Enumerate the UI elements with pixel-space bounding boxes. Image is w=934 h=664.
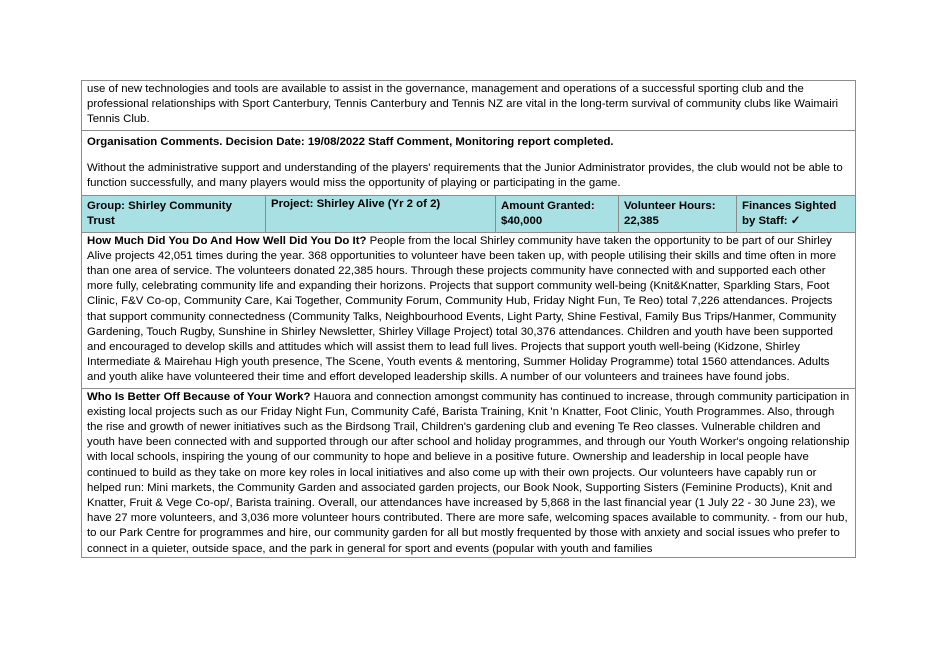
better-off-body: Hauora and connection amongst community has continued to increase, through community participation in existing local projects such as our Friday Night Fun, Community Café, Barista Training, Knit 'n Knatter, Foot Clinic, Youth Programmes. Also, through the rise and growth of newer initiatives such as the Birdsong Trail, Children's gardening club and evening Te Reo classes. Vulnerable children and youth have been connected with and supported through our after school and holiday programmes, and through our Youth Worker's ongoing relationship with local schools, inspiring the young of our community to hope and believe in a positive future. Ownership and leadership in local people have continued to build as they take on more key roles in local initiatives and also come up with their own projects. Our volunteers have capably run or helped run: Mini markets, the Community Garden and associated garden projects, our Book Nook, Supporting Sisters (Feminine Products), Knit and Knatter, Fruit & Vege Co-op/, Barista training. Overall, our attendances have increased by 5,868 in the last financial year (1 July 22 - 30 June 23), we have 27 more volunteers, and 3,036 more volunteer hours contributed. There are more safe, welcoming spaces available to community. - from our hub, to our Park Centre for programmes and hire, our community garden for all but mostly frequented by those with anxiety and social issues who prefer to connect in a quieter, outside space, and the park in general for sport and events (popular with youth and families (87, 390, 850, 555)
how-much-row (82, 232, 856, 388)
intro-text: use of new technologies and tools are available to assist in the governance, management and operations of a successful sporting club and the professional relationships with Sport Canterbury, Tennis Canterbury and Tennis NZ are vital in the long-term survival of community clubs like Waimairi Tennis Club. (87, 83, 839, 126)
amount-cell (496, 196, 619, 232)
better-off-cell (82, 388, 856, 557)
org-comments-cell (82, 130, 856, 196)
finances-label: Finances Sighted by Staff: (742, 200, 837, 228)
amount-label: Amount Granted: $40,000 (501, 200, 595, 228)
org-comments-row (82, 130, 856, 196)
group-label: Group: Shirley Community Trust (87, 200, 232, 228)
checkmark-icon: ✓ (790, 215, 801, 228)
org-comments-heading: Organisation Comments. Decision Date: 19/08/2022 Staff Comment, Monitoring report completed. (87, 135, 614, 148)
better-off-heading: Who Is Better Off Because of Your Work? (87, 390, 311, 403)
how-much-cell (82, 232, 856, 388)
project-label: Project: Shirley Alive (Yr 2 of 2) (271, 198, 441, 211)
grant-report-table (81, 80, 856, 558)
volunteer-hours-cell (619, 196, 737, 232)
group-cell (82, 196, 266, 232)
volunteer-hours-label: Volunteer Hours: 22,385 (624, 200, 716, 228)
project-cell (266, 196, 496, 232)
better-off-row (82, 388, 856, 557)
how-much-paragraph (87, 234, 850, 386)
page-bottom-margin (81, 574, 856, 664)
intro-row (82, 81, 856, 131)
finances-cell (737, 196, 856, 232)
how-much-heading: How Much Did You Do And How Well Did You Do It? (87, 234, 367, 247)
grant-header-row (82, 196, 856, 232)
intro-cell (82, 81, 856, 131)
org-comments-body: Without the administrative support and understanding of the players' requirements that the Junior Administrator provides, the club would not be able to function successfully, and many players would miss the opportunity of playing or participating in the game. (87, 161, 843, 190)
how-much-body: People from the local Shirley community have taken the opportunity to be part of our Shirley Alive projects 42,051 times during the year. 368 opportunities to volunteer have been taken up, with people utilising their skills and time often in more than one area of service. The volunteers donated 22,385 hours. Through these projects community have connected with and supported each other more fully, celebrating community life and expanding their horizons. Projects that support community well-being (Knit&Knatter, Sparkling Stars, Foot Clinic, F&V Co-op, Community Care, Kai Together, Community Forum, Community Hub, Friday Night Fun, Te Reo) total 7,226 attendances. Projects that support community connectedness (Community Talks, Neighbourhood Events, Light Party, Shine Festival, Family Bus Trips/Hanmer, Community Gardening, Touch Rugby, Sunshine in Shirley Newsletter, Shirley Village Project) total 30,376 attendances. Children and youth have been supported and encouraged to develop skills and attitudes which will assist them to lead full lives. Projects that support youth well-being (Kidzone, Shirley Intermediate & Mairehau High youth presence, The Scene, Youth events & mentoring, Summer Holiday Programme) total 1560 attendances. Adults and youth alike have volunteered their time and effort developed leadership skills. A number of our volunteers and trainees have found jobs. (87, 234, 837, 384)
better-off-paragraph (87, 390, 850, 557)
